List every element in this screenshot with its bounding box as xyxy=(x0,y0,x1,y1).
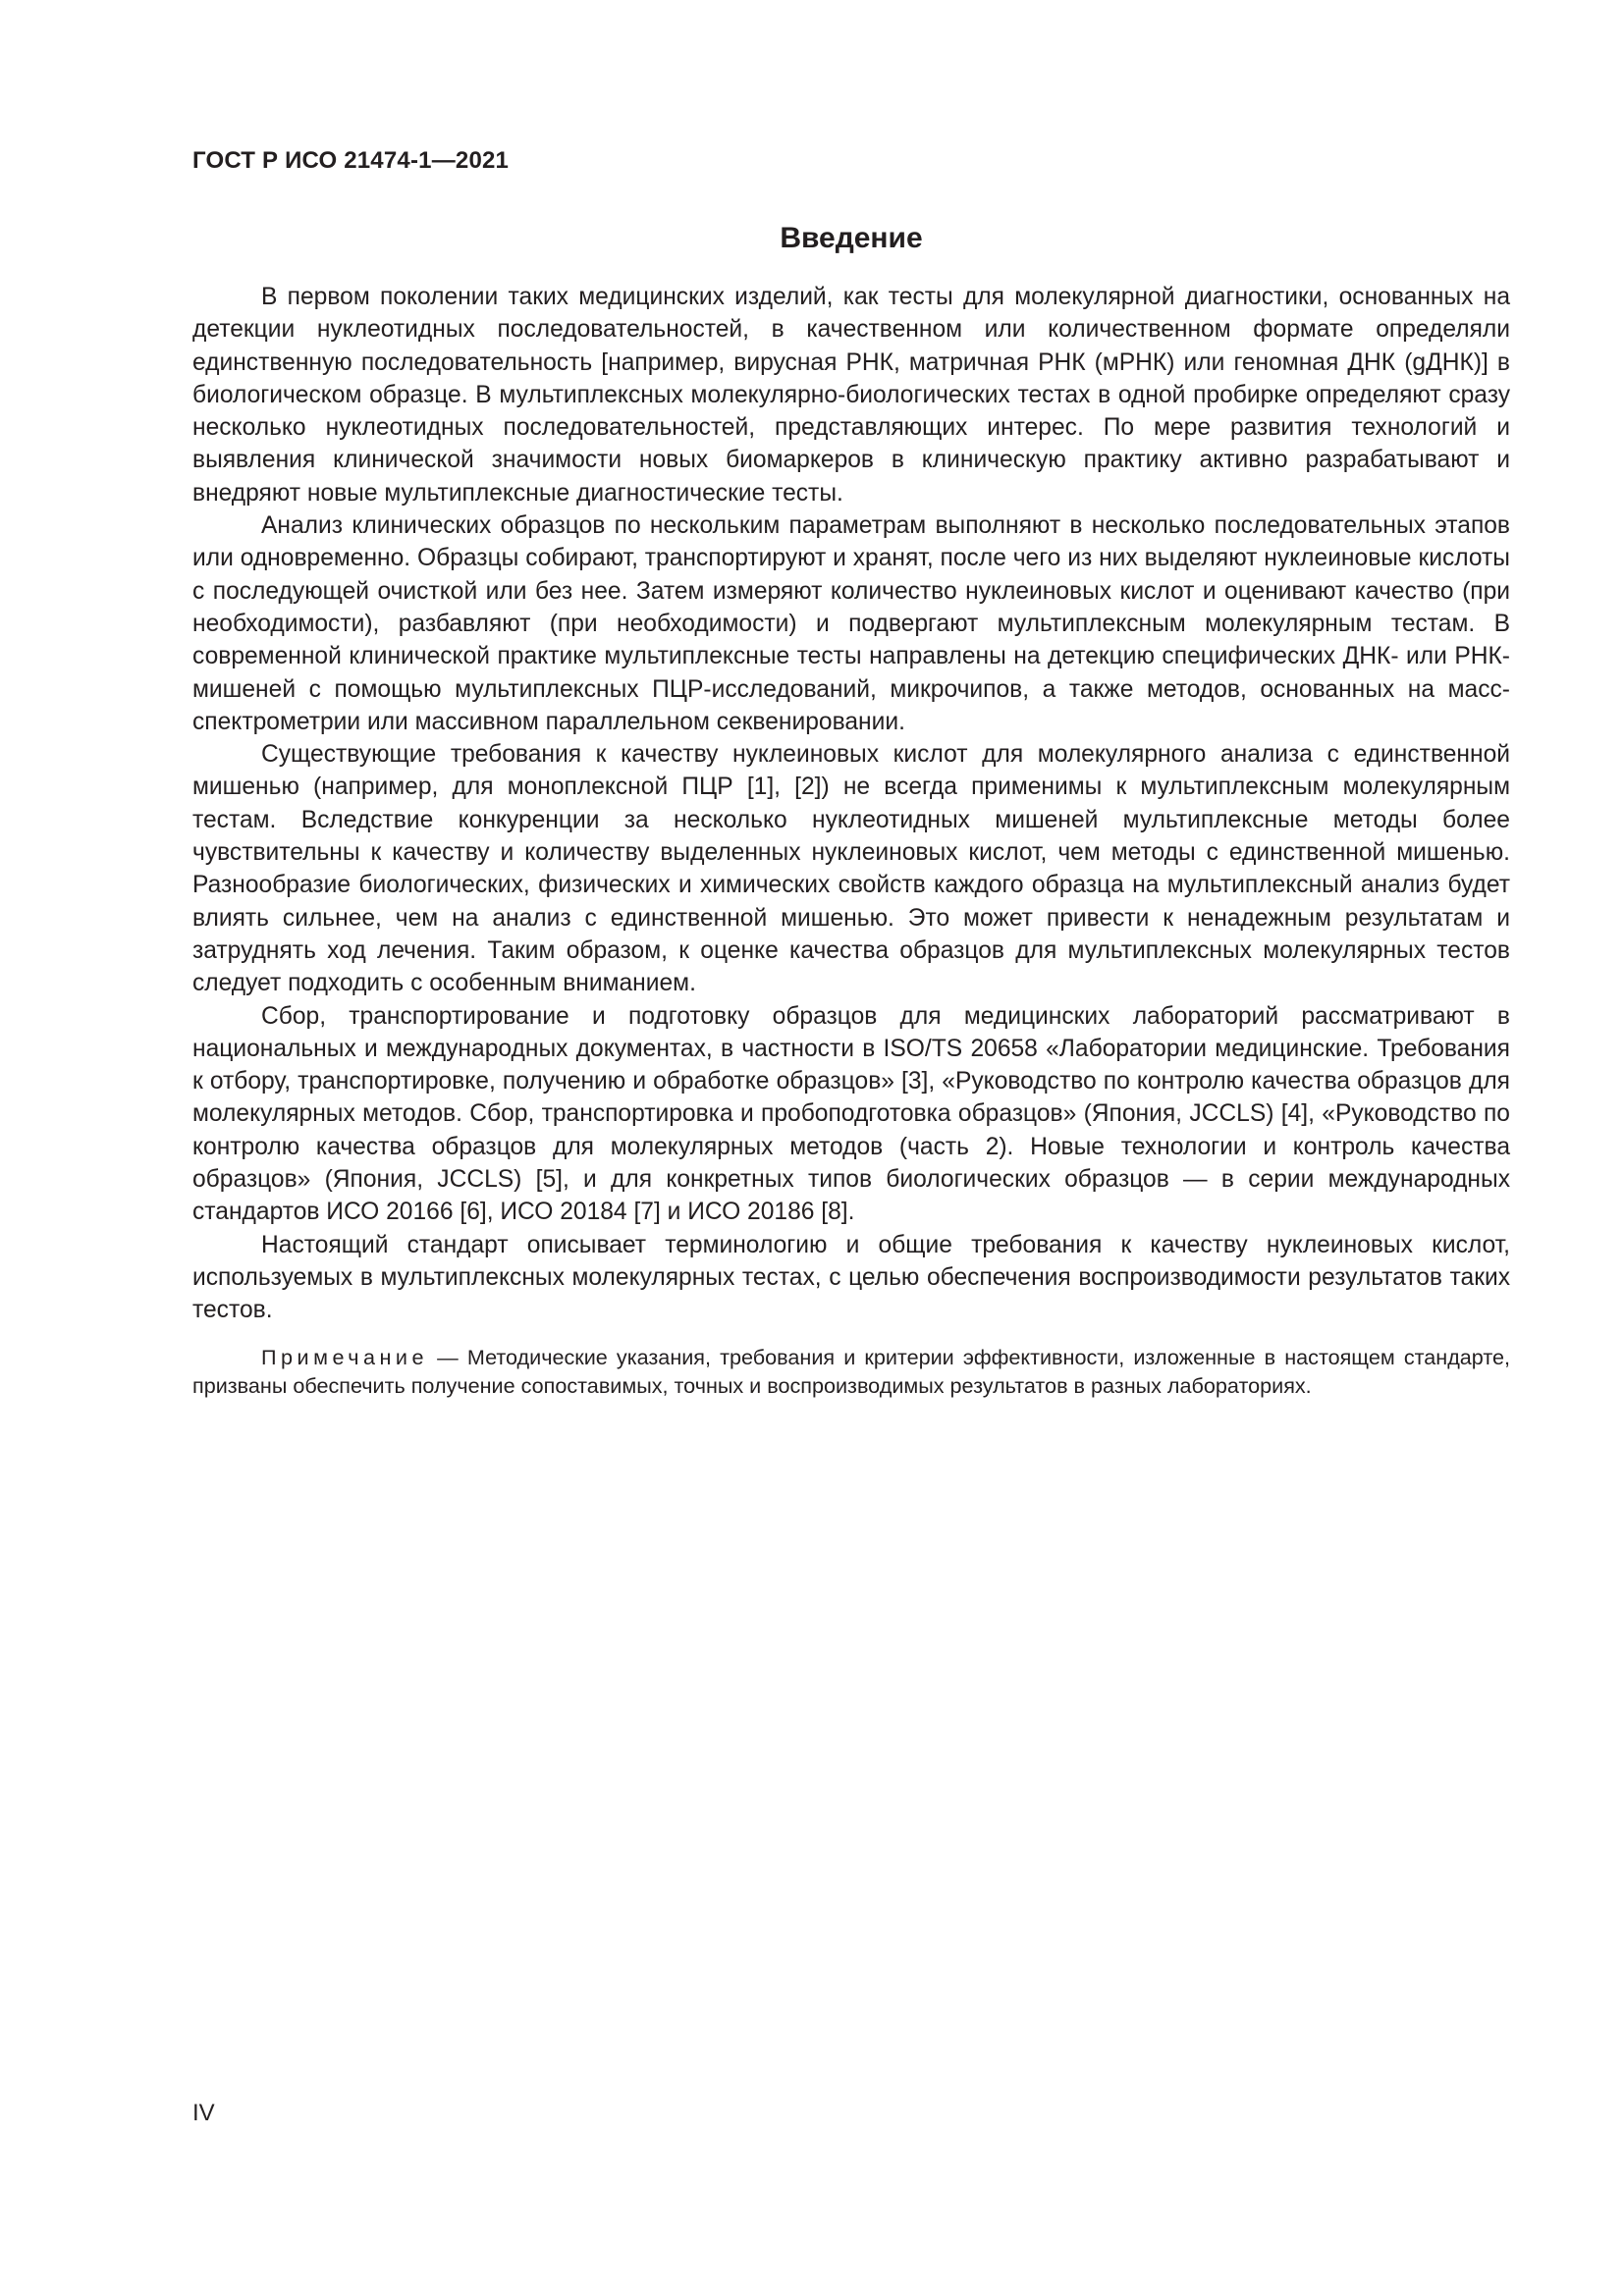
page-number: IV xyxy=(192,2100,215,2126)
section-title: Введение xyxy=(780,222,923,254)
paragraph-2: Анализ клинических образцов по нескольким параметрам выполняют в несколько последовательных этапов или одновременно. Образцы собирают, транспортируют и хранят, после чего из них выделяют нуклеиновые кислоты с последующей очисткой или без нее. Затем измеряют количество нуклеиновых кислот и оценивают качество (при необходимости), разбавляют (при необходимости) и подвергают мультиплексным молекулярным тестам. В современной клинической практике мультиплексные тесты направлены на детекцию специфических ДНК- или РНК-мишеней с помощью мультиплексных ПЦР-исследований, микрочипов, а также методов, основанных на масс-спектрометрии или массивном параллельном секвенировании. xyxy=(192,512,1510,735)
note xyxy=(192,1343,1510,1400)
note-label: Примечание xyxy=(261,1344,428,1369)
note-text: — Методические указания, требования и критерии эффективности, изложенные в настоящем стандарте, призваны обеспечить получение сопоставимых, точных и воспроизводимых результатов в разных лабораториях. xyxy=(192,1344,1510,1398)
standard-designation: ГОСТ Р ИСО 21474-1—2021 xyxy=(192,147,510,174)
paragraph-5: Настоящий стандарт описывает терминологию и общие требования к качеству нуклеиновых кислот, используемых в мультиплексных молекулярных тестах, с целью обеспечения воспроизводимости результатов таких тестов. xyxy=(192,1231,1510,1324)
paragraph-3: Существующие требования к качеству нуклеиновых кислот для молекулярного анализа с единственной мишенью (например, для моноплексной ПЦР [1], [2]) не всегда применимы к мультиплексным молекулярным тестам. Вследствие конкуренции за несколько нуклеотидных мишеней мультиплексные методы более чувствительны к качеству и количеству выделенных нуклеиновых кислот, чем методы с единственной мишенью. Разнообразие биологических, физических и химических свойств каждого образца на мультиплексный анализ будет влиять сильнее, чем на анализ с единственной мишенью. Это может привести к ненадежным результатам и затруднять ход лечения. Таким образом, к оценке качества образцов для мультиплексных молекулярных тестов следует подходить с особенным вниманием. xyxy=(192,741,1510,997)
section-body xyxy=(192,281,1510,1400)
paragraph-4: Сбор, транспортирование и подготовку образцов для медицинских лабораторий рассматривают в национальных и международных документах, в частности в ISO/TS 20658 «Лаборатории медицинские. Требования к отбору, транспортировке, получению и обработке образцов» [3], «Руководство по контролю качества образцов для молекулярных методов. Сбор, транспортировка и пробоподготовка образцов» (Япония, JCCLS) [4], «Руководство по контролю качества образцов для молекулярных методов (часть 2). Новые технологии и контроль качества образцов» (Япония, JCCLS) [5], и для конкретных типов биологических образцов — в серии международных стандартов ИСО 20166 [6], ИСО 20184 [7] и ИСО 20186 [8]. xyxy=(192,1002,1510,1226)
paragraph-1: В первом поколении таких медицинских изделий, как тесты для молекулярной диагностики, основанных на детекции нуклеотидных последовательностей, в качественном или количественном формате определяли единственную последовательность [например, вирусная РНК, матричная РНК (мРНК) или геномная ДНК (gДНК)] в биологическом образце. В мультиплексных молекулярно-биологических тестах в одной пробирке определяют сразу несколько нуклеотидных последовательностей, представляющих интерес. По мере развития технологий и выявления клинической значимости новых биомаркеров в клиническую практику активно разрабатывают и внедряют новые мультиплексные диагностические тесты. xyxy=(192,284,1510,507)
